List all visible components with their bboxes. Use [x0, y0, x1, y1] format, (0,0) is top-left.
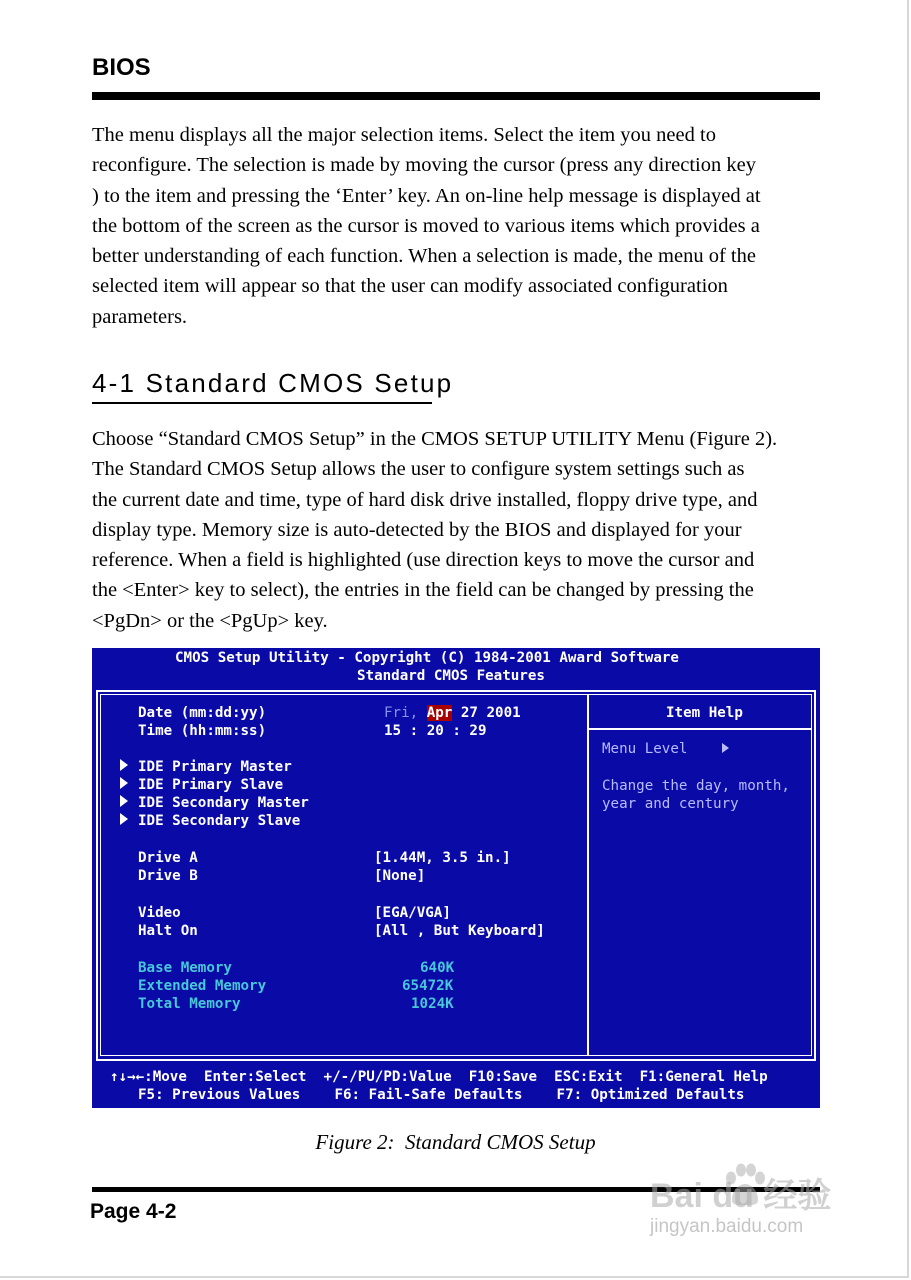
bios-help-divider [587, 694, 589, 1056]
bios-frame-right-inner [811, 694, 812, 1056]
time-label: Time (hh:mm:ss) [138, 723, 267, 739]
text-line: display type. Memory size is auto-detected by the BIOS and displayed for your [92, 518, 742, 541]
bios-frame-top-inner [100, 694, 812, 695]
drive-b-label: Drive B [138, 868, 198, 884]
text-line: selected item will appear so that the user can modify associated configuration [92, 275, 728, 298]
text-line: ) to the item and pressing the ‘Enter’ key. An on-line help message is displayed at [92, 184, 761, 207]
text-line: the <Enter> key to select), the entries in the field can be changed by pressing the [92, 579, 754, 602]
text-line: reconfigure. The selection is made by moving the cursor (press any direction key [92, 154, 756, 177]
help-text-line: year and century [602, 796, 739, 812]
video-label: Video [138, 905, 181, 921]
bios-title: CMOS Setup Utility - Copyright (C) 1984-2001 Award Software [175, 650, 679, 666]
key-hint-line-1: ↑↓→←:Move Enter:Select +/-/PU/PD:Value F10:Save ESC:Exit F1:General Help [110, 1069, 768, 1085]
base-memory-value: 640K [420, 960, 455, 976]
submenu-arrow-icon [120, 813, 128, 825]
halt-on-value[interactable]: [All , But Keyboard] [374, 923, 545, 939]
total-memory-value: 1024K [411, 996, 454, 1012]
ide-secondary-master[interactable]: IDE Secondary Master [138, 795, 309, 811]
extended-memory-value: 65472K [402, 978, 454, 994]
base-memory-label: Base Memory [138, 960, 232, 976]
header-title: BIOS [92, 54, 151, 81]
date-month-selected[interactable]: Apr [426, 705, 453, 721]
drive-a-label: Drive A [138, 850, 198, 866]
submenu-arrow-icon [120, 795, 128, 807]
video-value[interactable]: [EGA/VGA] [374, 905, 451, 921]
date-label: Date (mm:dd:yy) [138, 705, 267, 721]
halt-on-label: Halt On [138, 923, 198, 939]
drive-a-value[interactable]: [1.44M, 3.5 in.] [374, 850, 511, 866]
bios-screenshot [92, 648, 820, 1108]
section-underline [92, 402, 432, 404]
help-text-line: Change the day, month, [602, 778, 790, 794]
submenu-arrow-icon [120, 777, 128, 789]
text-line: The Standard CMOS Setup allows the user to configure system settings such as [92, 458, 745, 481]
bios-frame-right [814, 690, 816, 1061]
menu-level-label: Menu Level [602, 741, 688, 757]
date-day: Fri, [384, 705, 419, 721]
header-rule [92, 92, 820, 100]
text-line: parameters. [92, 305, 188, 328]
submenu-arrow-icon [120, 759, 128, 771]
watermark-url: jingyan.baidu.com [650, 1216, 804, 1237]
time-value[interactable]: 15 : 20 : 29 [384, 723, 487, 739]
text-line: the bottom of the screen as the cursor is moved to various items which provides a [92, 214, 760, 237]
text-line: <PgDn> or the <PgUp> key. [92, 609, 328, 632]
section-heading: 4-1 Standard CMOS Setup [92, 368, 454, 398]
menu-level-arrow-icon [722, 743, 729, 753]
text-line: reference. When a field is highlighted (use direction keys to move the cursor and [92, 549, 755, 572]
intro-paragraph [92, 120, 824, 332]
page-number: Page 4-2 [90, 1200, 177, 1223]
item-help-title: Item Help [666, 705, 743, 721]
bios-frame-left-inner [100, 694, 101, 1056]
key-hint-line-2: F5: Previous Values F6: Fail-Safe Defaults F7: Optimized Defaults [138, 1087, 745, 1103]
text-line: better understanding of each function. When a selection is made, the menu of the [92, 245, 756, 268]
bios-frame-top [96, 690, 816, 692]
bios-help-title-rule [589, 728, 811, 730]
text-line: the current date and time, type of hard disk drive installed, floppy drive type, and [92, 488, 758, 511]
watermark-brand: Bai du 经验 [650, 1177, 832, 1215]
drive-b-value[interactable]: [None] [374, 868, 426, 884]
date-rest: 27 2001 [460, 705, 521, 721]
text-line: Choose “Standard CMOS Setup” in the CMOS SETUP UTILITY Menu (Figure 2). [92, 428, 778, 450]
bios-subtitle: Standard CMOS Features [357, 668, 545, 684]
text-line: The menu displays all the major selection items. Select the item you need to [92, 124, 716, 146]
ide-primary-master[interactable]: IDE Primary Master [138, 759, 292, 775]
ide-primary-slave[interactable]: IDE Primary Slave [138, 777, 284, 793]
figure-caption: Figure 2: Standard CMOS Setup [315, 1130, 596, 1154]
body-paragraph [92, 424, 824, 636]
date-value[interactable] [384, 704, 521, 722]
extended-memory-label: Extended Memory [138, 978, 267, 994]
ide-secondary-slave[interactable]: IDE Secondary Slave [138, 813, 301, 829]
baidu-watermark [648, 1168, 858, 1248]
total-memory-label: Total Memory [138, 996, 241, 1012]
bios-frame-left [96, 690, 98, 1061]
bios-frame-bottom [96, 1059, 816, 1061]
bios-frame-bottom-inner [100, 1055, 812, 1056]
